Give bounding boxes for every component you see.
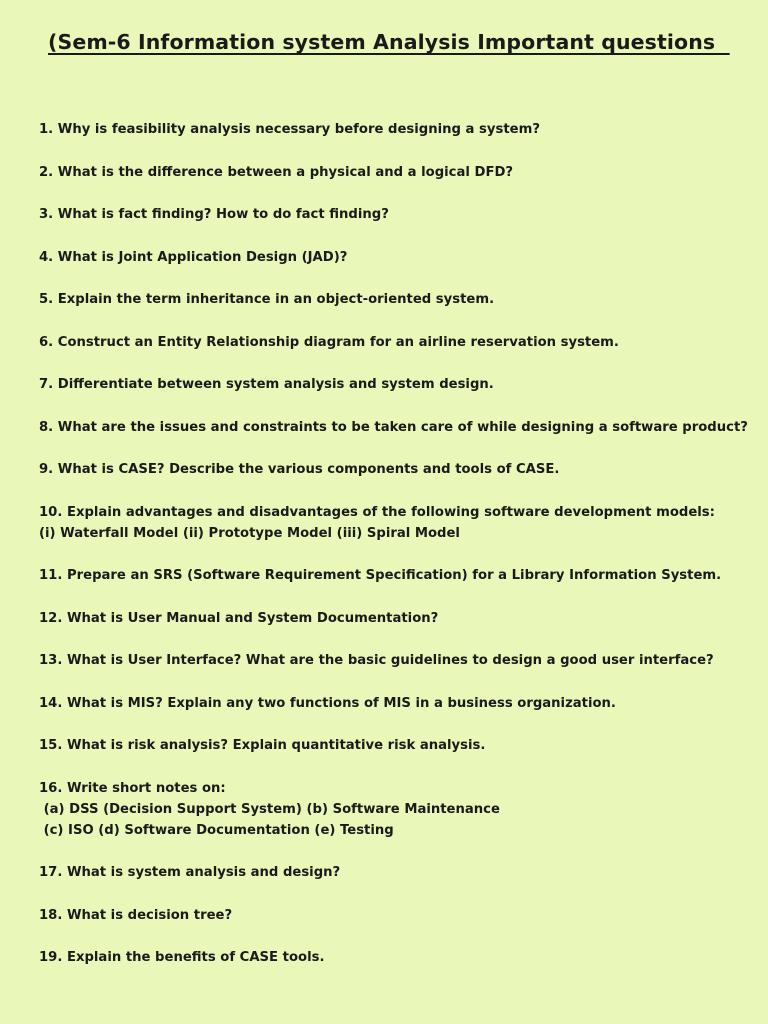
question-text: (c) ISO (d) Software Documentation (e) Testing [39, 822, 394, 838]
question-text: 13. What is User Interface? What are the basic guidelines to design a good user interface? [39, 653, 714, 668]
question-text: 14. What is MIS? Explain any two functions of MIS in a business organization. [39, 695, 616, 711]
question-item [39, 608, 739, 629]
question-text: 16. Write short notes on: [39, 780, 226, 796]
question-list [39, 119, 748, 990]
question-text: 5. Explain the term inheritance in an object-oriented system. [39, 292, 495, 307]
question-item [39, 947, 739, 968]
question-item [39, 778, 739, 841]
question-text: 8. What are the issues and constraints to be taken care of while designing a software product? [39, 419, 748, 435]
question-text: 7. Differentiate between system analysis and system design. [39, 377, 494, 392]
question-text: 2. What is the difference between a physical and a logical DFD? [39, 164, 514, 180]
question-item [39, 862, 739, 883]
question-text: 1. Why is feasibility analysis necessary before designing a system? [39, 122, 540, 137]
question-item [39, 247, 739, 268]
question-item [39, 119, 739, 140]
question-item [39, 459, 739, 480]
question-item [39, 693, 739, 714]
question-item [39, 650, 739, 671]
question-text: 15. What is risk analysis? Explain quantitative risk analysis. [39, 738, 486, 753]
question-text: (a) DSS (Decision Support System) (b) Software Maintenance [39, 801, 500, 817]
question-item [39, 289, 739, 310]
question-text: 19. Explain the benefits of CASE tools. [39, 950, 325, 965]
question-item [39, 905, 739, 926]
question-text: 17. What is system analysis and design? [39, 865, 341, 880]
question-text: 18. What is decision tree? [39, 907, 233, 923]
question-item [39, 417, 748, 438]
question-item [39, 735, 739, 756]
question-item [39, 502, 739, 544]
question-item [39, 332, 739, 353]
question-text: 3. What is fact finding? How to do fact finding? [39, 207, 389, 222]
question-item [39, 162, 739, 183]
document-title: (Sem-6 Information system Analysis Important questions [48, 30, 730, 54]
question-text: 11. Prepare an SRS (Software Requirement Specification) for a Library Information System. [39, 568, 722, 583]
question-item [39, 204, 739, 225]
question-text: 12. What is User Manual and System Documentation? [39, 610, 439, 626]
question-text: 4. What is Joint Application Design (JAD)? [39, 249, 348, 265]
question-text: (i) Waterfall Model (ii) Prototype Model (iii) Spiral Model [39, 525, 460, 541]
question-item [39, 565, 739, 586]
question-text: 10. Explain advantages and disadvantages of the following software development models: [39, 504, 715, 520]
question-text: 6. Construct an Entity Relationship diagram for an airline reservation system. [39, 334, 619, 350]
question-text: 9. What is CASE? Describe the various components and tools of CASE. [39, 462, 560, 477]
question-item [39, 374, 739, 395]
